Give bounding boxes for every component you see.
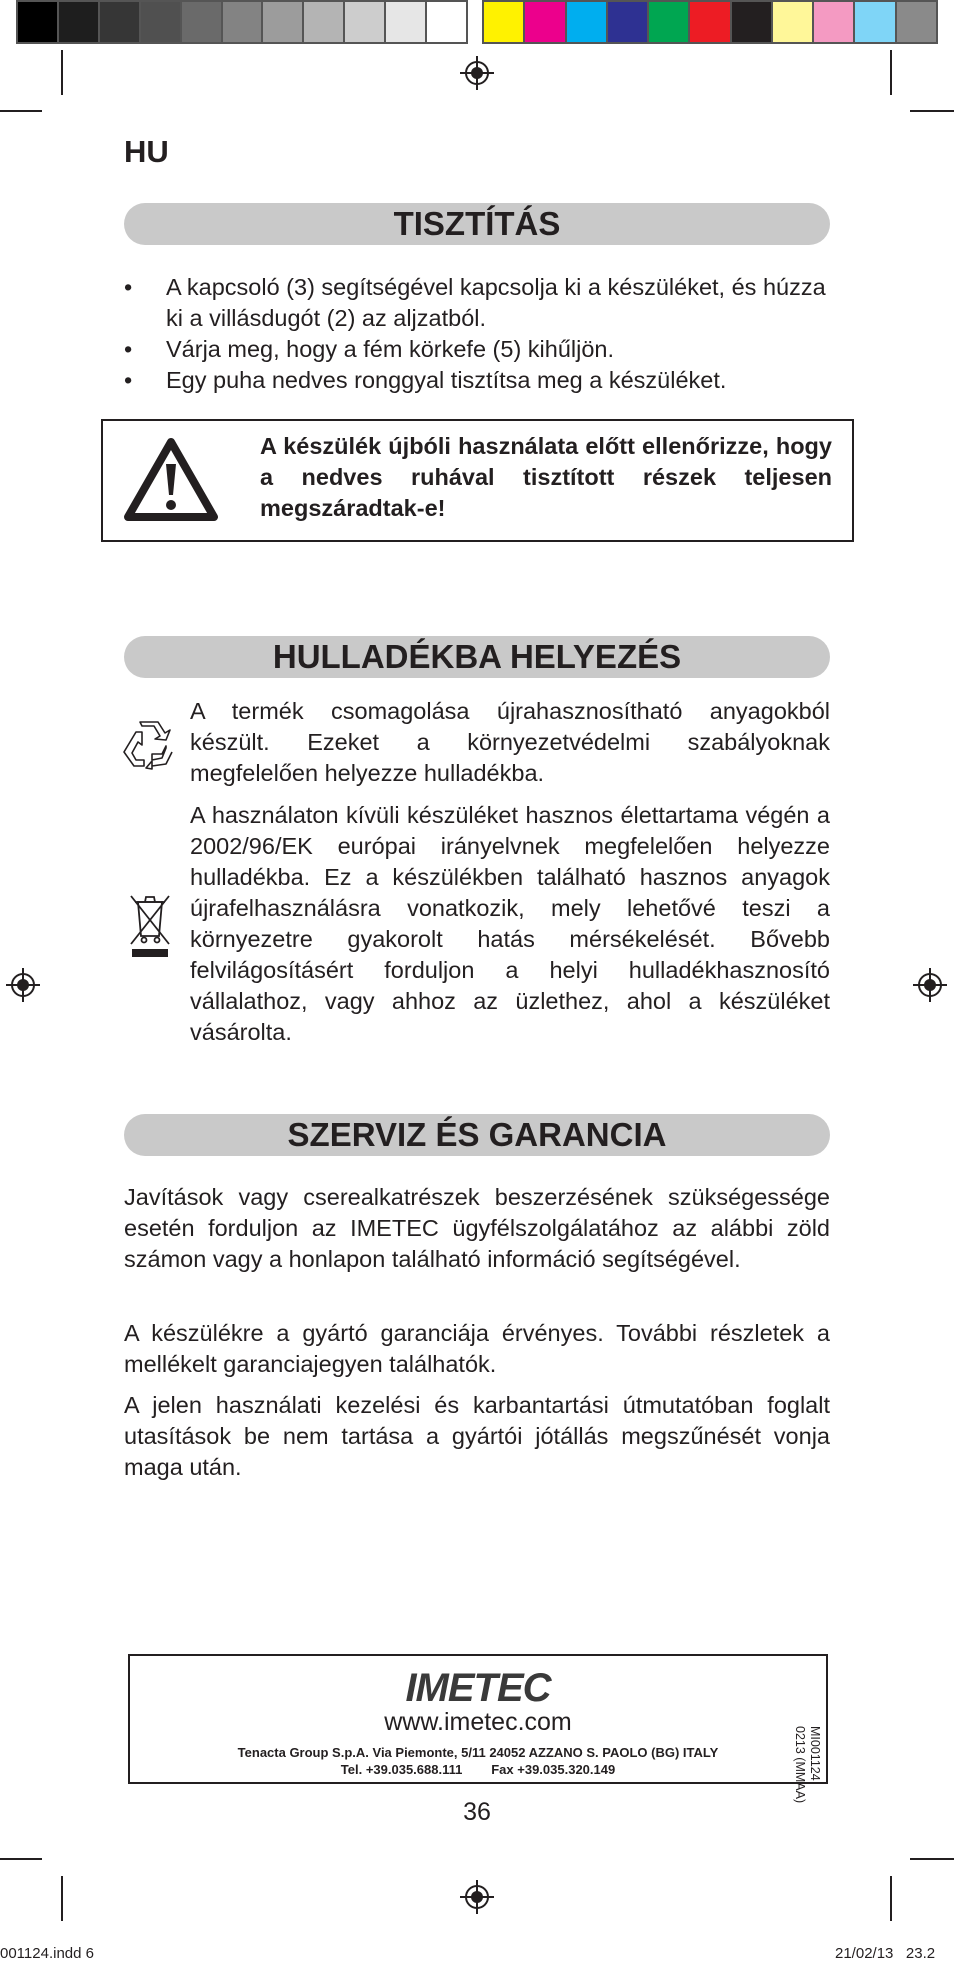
color-swatch [690, 2, 731, 42]
color-swatch [773, 2, 814, 42]
company-info-box [128, 1654, 828, 1804]
bullet-text: Várja meg, hogy a fém körkefe (5) kihűljön. [166, 336, 615, 362]
process-color-bar [482, 0, 938, 44]
gray-swatch [223, 2, 264, 42]
document-code [792, 1726, 822, 1846]
bullet-symbol: • [124, 336, 133, 362]
gray-swatch [100, 2, 141, 42]
bullet-text: Egy puha nedves ronggyal tisztítsa meg a készüléket. [166, 367, 727, 393]
registration-mark-icon [460, 1880, 494, 1914]
date-slug: 21/02/13 23.2 [835, 1945, 936, 1962]
registration-mark-icon [460, 56, 494, 90]
crop-mark [0, 110, 42, 112]
color-swatch [567, 2, 608, 42]
warning-triangle-icon [123, 437, 219, 523]
crop-mark [910, 110, 954, 112]
service-paragraph: Javítások vagy cserealkatrészek beszerzésének szükségessége esetén forduljon az IMETEC ügyfélszolgálatához az alábbi zöld számon vagy a honlapon található információ segítségével. [124, 1184, 830, 1272]
list-item [124, 272, 830, 334]
packaging-disposal-text: A termék csomagolása újrahasznosítható anyagokból készült. Ezeket a környezetvédelmi szabályoknak megfelelően helyezze hulladékba. [190, 698, 830, 786]
gray-swatch [386, 2, 427, 42]
gray-swatch [427, 2, 466, 42]
gray-swatch [304, 2, 345, 42]
gray-swatch [141, 2, 182, 42]
recycle-icon [122, 720, 174, 770]
crop-mark [61, 50, 63, 95]
color-swatch [855, 2, 896, 42]
document-code-date: 0213 (MMAA) [793, 1726, 807, 1804]
color-swatch [484, 2, 525, 42]
color-swatch [814, 2, 855, 42]
grayscale-color-bar [16, 0, 468, 44]
appliance-disposal-text: A használaton kívüli készüléket hasznos élettartama végén a 2002/96/EK európai irányelvnek megfelelően helyezze hulladékba. Ez a készülékben található hasznos anyagok újrafelhasználásra vonatkozik, mely lehetővé teszi a környezetre gyakorolt hatás mérsékelését. Bővebb felvilágosításért forduljon a helyi hulladékhasznosító vállalathoz, vagy ahhoz az üzlethez, ahol a készüléket vásárolta. [190, 802, 830, 1045]
website-url: www.imetec.com [384, 1708, 572, 1736]
color-swatch [525, 2, 566, 42]
list-item [124, 334, 830, 365]
page-number: 36 [463, 1798, 491, 1826]
warning-text: A készülék újbóli használata előtt ellenőrizze, hogy a nedves ruhával tisztított részek teljesen megszáradtak-e! [260, 433, 832, 521]
bullet-symbol: • [124, 367, 133, 393]
gray-swatch [182, 2, 223, 42]
gray-swatch [263, 2, 304, 42]
list-item [124, 365, 830, 396]
crop-mark [910, 1858, 954, 1860]
document-code-number: MI001124 [808, 1726, 822, 1781]
crop-mark [61, 1876, 63, 1921]
crop-mark [890, 50, 892, 95]
color-swatch [649, 2, 690, 42]
service-paragraph: A jelen használati kezelési és karbantartási útmutatóban foglalt utasítások be nem tartása a gyártói jótállás megszűnését vonja maga után. [124, 1392, 830, 1480]
company-address [130, 1744, 826, 1778]
bullet-text: A kapcsoló (3) segítségével kapcsolja ki a készüléket, és húzza ki a villásdugót (2) az aljzatból. [166, 274, 826, 331]
disposal-heading: HULLADÉKBA HELYEZÉS [124, 636, 830, 678]
warning-box [101, 419, 854, 542]
company-line: Tenacta Group S.p.A. Via Piemonte, 5/11 24052 AZZANO S. PAOLO (BG) ITALY [237, 1745, 719, 1760]
registration-mark-icon [6, 968, 40, 1002]
color-swatch [897, 2, 936, 42]
bullet-symbol: • [124, 274, 133, 300]
color-swatch [732, 2, 773, 42]
service-paragraph: A készülékre a gyártó garanciája érvényes. További részletek a mellékelt garanciajegyen találhatók. [124, 1320, 830, 1377]
language-code: HU [124, 134, 169, 169]
registration-mark-icon [913, 968, 947, 1002]
file-slug: 001124.indd 6 [0, 1945, 94, 1962]
cleaning-bullet-list [124, 272, 830, 396]
crop-mark [890, 1876, 892, 1921]
weee-crossed-bin-icon [128, 892, 172, 958]
color-swatch [608, 2, 649, 42]
service-heading: SZERVIZ ÉS GARANCIA [124, 1114, 830, 1156]
crop-mark [0, 1858, 42, 1860]
phone-fax-line: Tel. +39.035.688.111 Fax +39.035.320.149 [340, 1762, 616, 1777]
gray-swatch [18, 2, 59, 42]
imetec-logo: IMETEC [405, 1666, 551, 1710]
cleaning-heading: TISZTÍTÁS [124, 203, 830, 245]
gray-swatch [59, 2, 100, 42]
gray-swatch [345, 2, 386, 42]
